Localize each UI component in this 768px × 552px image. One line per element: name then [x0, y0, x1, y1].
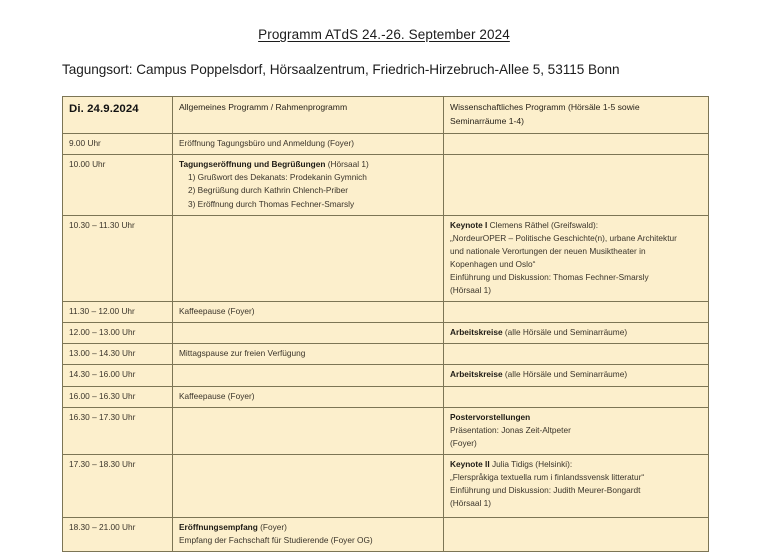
general-line: Eröffnung Tagungsbüro und Anmeldung (Foyer) — [179, 138, 354, 149]
scientific-line: Einführung und Diskussion: Thomas Fechner-Smarsly — [450, 272, 649, 282]
scientific-program-cell — [444, 302, 709, 323]
general-line: 2) Begrüßung durch Kathrin Chlench-Priber — [188, 185, 349, 196]
table-row — [63, 215, 709, 302]
time-cell: 17.30 – 18.30 Uhr — [63, 454, 173, 517]
general-line: Tagungseröffnung und Begrüßungen (Hörsaal 1) — [179, 159, 369, 170]
scientific-line: „Flerspråkiga textuella rum i finlandssvensk litteratur“ — [450, 472, 645, 483]
table-row — [63, 386, 709, 407]
general-program-cell — [173, 407, 444, 454]
table-header-row — [63, 97, 709, 134]
general-program-cell — [173, 517, 444, 551]
venue-line: Tagungsort: Campus Poppelsdorf, Hörsaalzentrum, Friedrich-Hirzebruch-Allee 5, 53115 Bonn — [62, 62, 620, 77]
general-line: Eröffnungsempfang (Foyer) — [179, 521, 287, 532]
general-program-cell — [173, 155, 444, 215]
page-title-text: Programm ATdS 24.-26. September 2024 — [258, 27, 510, 42]
general-line: Kaffeepause (Foyer) — [179, 390, 255, 401]
general-program-cell — [173, 323, 444, 344]
scientific-line: Arbeitskreise (alle Hörsäle und Seminarräume) — [450, 369, 628, 380]
general-program-cell — [173, 454, 444, 517]
page-title — [0, 27, 768, 42]
scientific-line: (Foyer) — [450, 437, 477, 448]
scientific-emphasis: Arbeitskreise — [450, 369, 503, 380]
scientific-program-cell — [444, 344, 709, 365]
general-program-cell — [173, 134, 444, 155]
scientific-line: „NordeurOPER – Politische Geschichte(n), urbane Architektur — [450, 232, 677, 243]
time-cell: 16.30 – 17.30 Uhr — [63, 407, 173, 454]
scientific-line — [450, 411, 703, 424]
general-program-cell — [173, 386, 444, 407]
scientific-line: Einführung und Diskussion: Judith Meurer-Bongardt — [450, 485, 641, 496]
header-scientific-program-cell — [444, 97, 709, 134]
scientific-program-cell — [444, 215, 709, 302]
scientific-program-cell — [444, 517, 709, 551]
scientific-line: Kopenhagen und Oslo“ — [450, 258, 536, 269]
scientific-emphasis: Postervorstellungen — [450, 411, 531, 422]
schedule-table-wrapper — [62, 96, 708, 552]
scientific-line: (Hörsaal 1) — [450, 498, 492, 509]
time-cell: 18.30 – 21.00 Uhr — [63, 517, 173, 551]
scientific-line: und nationale Verortungen der neuen Musiktheater in — [450, 245, 646, 256]
general-program-cell — [173, 302, 444, 323]
scientific-emphasis: Keynote I — [450, 219, 488, 230]
scientific-program-cell — [444, 134, 709, 155]
header-general-program-cell: Allgemeines Programm / Rahmenprogramm — [173, 97, 444, 134]
schedule-table — [62, 96, 709, 552]
scientific-line: Präsentation: Jonas Zeit-Altpeter — [450, 424, 571, 435]
scientific-program-cell — [444, 454, 709, 517]
scientific-program-cell — [444, 155, 709, 215]
scientific-program-cell — [444, 407, 709, 454]
scientific-line: (Hörsaal 1) — [450, 285, 492, 296]
general-line: Kaffeepause (Foyer) — [179, 306, 255, 317]
table-row — [63, 344, 709, 365]
time-cell: 10.30 – 11.30 Uhr — [63, 215, 173, 302]
table-row — [63, 407, 709, 454]
general-line: 1) Grußwort des Dekanats: Prodekanin Gymnich — [188, 172, 367, 183]
header-scientific-line-2: Seminarräume 1-4) — [450, 115, 525, 126]
table-row — [63, 134, 709, 155]
scientific-program-cell — [444, 365, 709, 386]
scientific-line: Arbeitskreise (alle Hörsäle und Seminarräume) — [450, 327, 628, 338]
time-cell: 10.00 Uhr — [63, 155, 173, 215]
time-cell: 12.00 – 13.00 Uhr — [63, 323, 173, 344]
general-program-cell — [173, 344, 444, 365]
general-program-cell — [173, 365, 444, 386]
table-row — [63, 365, 709, 386]
time-cell: 16.00 – 16.30 Uhr — [63, 386, 173, 407]
table-row — [63, 323, 709, 344]
general-emphasis: Eröffnungsempfang — [179, 521, 258, 532]
time-cell: 13.00 – 14.30 Uhr — [63, 344, 173, 365]
general-line: 3) Eröffnung durch Thomas Fechner-Smarsly — [188, 198, 355, 209]
header-date-cell: Di. 24.9.2024 — [63, 97, 173, 134]
time-cell: 14.30 – 16.00 Uhr — [63, 365, 173, 386]
general-line: Mittagspause zur freien Verfügung — [179, 348, 306, 359]
time-cell: 9.00 Uhr — [63, 134, 173, 155]
general-program-cell — [173, 215, 444, 302]
scientific-emphasis: Arbeitskreise — [450, 327, 503, 338]
scientific-program-cell — [444, 323, 709, 344]
table-row — [63, 155, 709, 215]
scientific-emphasis: Keynote II — [450, 458, 490, 469]
scientific-program-cell — [444, 386, 709, 407]
header-scientific-line-1: Wissenschaftliches Programm (Hörsäle 1-5 sowie — [450, 102, 640, 112]
schedule-table-body — [63, 97, 709, 552]
general-line: Empfang der Fachschaft für Studierende (Foyer OG) — [179, 535, 373, 546]
general-emphasis: Tagungseröffnung und Begrüßungen — [179, 159, 326, 170]
scientific-line: Keynote II Julia Tidigs (Helsinki): — [450, 458, 573, 469]
table-row — [63, 454, 709, 517]
scientific-line: Keynote I Clemens Räthel (Greifswald): — [450, 219, 599, 230]
table-row — [63, 302, 709, 323]
table-row — [63, 517, 709, 551]
time-cell: 11.30 – 12.00 Uhr — [63, 302, 173, 323]
